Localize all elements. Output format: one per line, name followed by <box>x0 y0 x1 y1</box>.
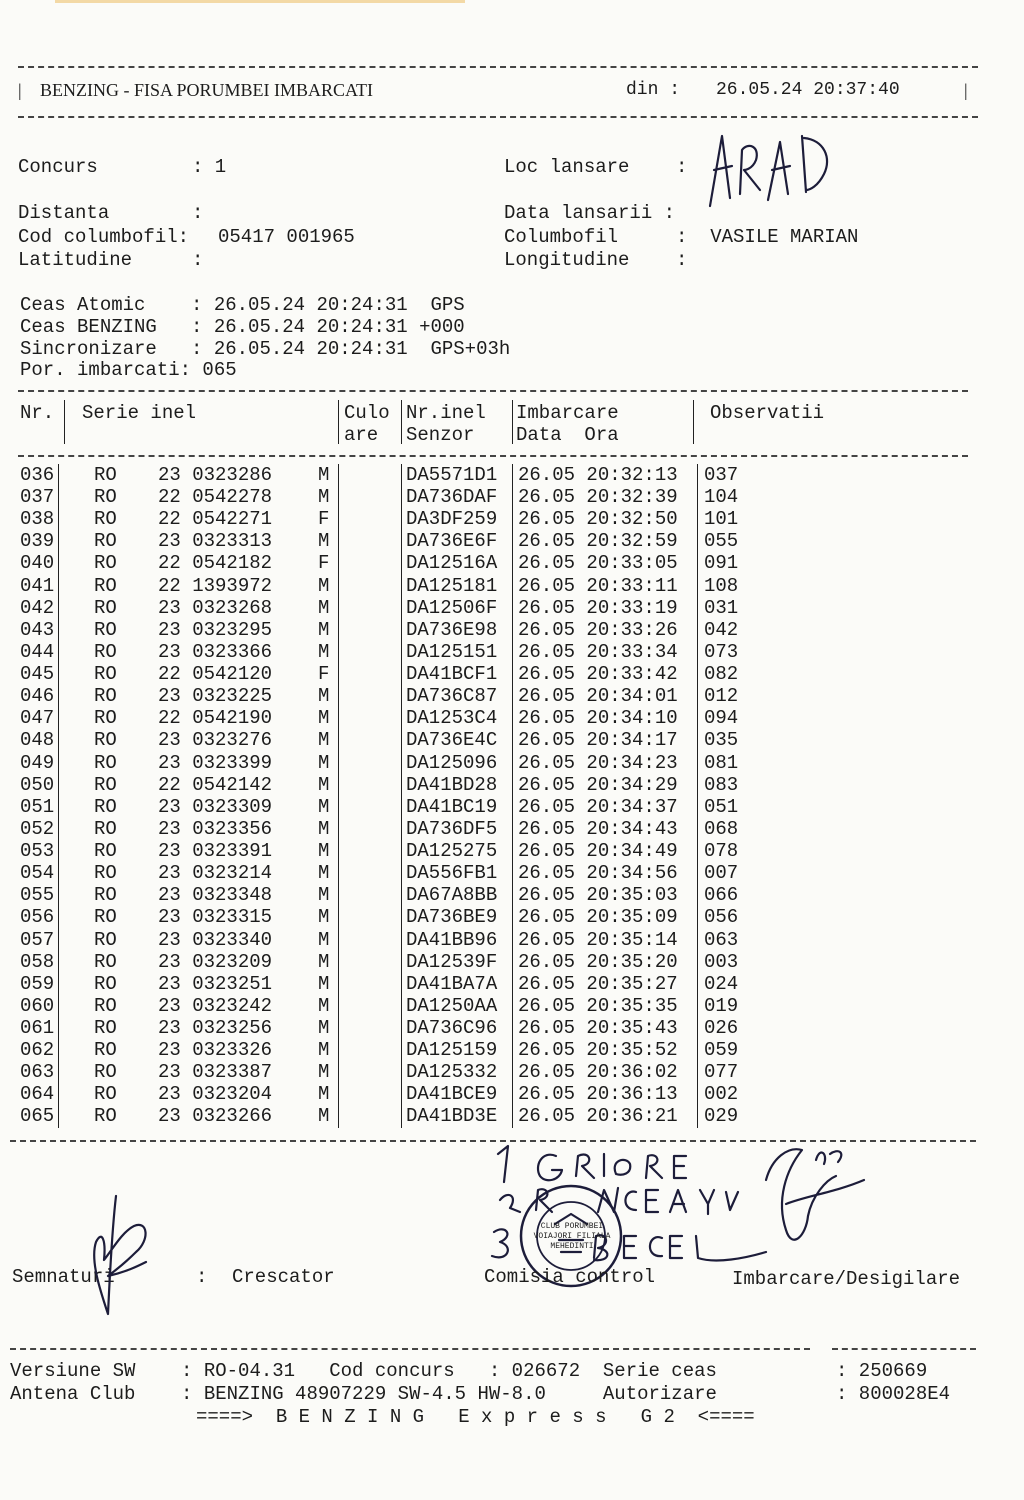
row-country: RO <box>94 972 117 995</box>
ceas-benzing: Ceas BENZING : 26.05.24 20:24:31 +000 <box>20 316 465 338</box>
divider <box>10 1348 810 1350</box>
row-sensor-id: DA736E6F <box>406 530 498 553</box>
row-nr: 036 <box>20 464 55 486</box>
row-sex: M <box>318 817 330 840</box>
header-col-rule <box>64 400 65 444</box>
row-observatii: 055 <box>704 530 739 553</box>
body-col-rule <box>697 464 698 1128</box>
row-nr: 039 <box>20 530 55 553</box>
row-imbarcare-datetime: 26.05 20:34:10 <box>518 707 678 730</box>
crescator-label: Crescator <box>232 1266 335 1288</box>
col-header-are: are <box>344 424 379 446</box>
row-sensor-id: DA125096 <box>406 751 498 774</box>
row-country: RO <box>94 884 117 907</box>
row-nr: 044 <box>20 640 55 663</box>
row-imbarcare-datetime: 26.05 20:35:35 <box>518 994 678 1017</box>
ceas-atomic: Ceas Atomic : 26.05.24 20:24:31 GPS <box>20 294 465 316</box>
row-nr: 048 <box>20 729 55 752</box>
row-imbarcare-datetime: 26.05 20:35:09 <box>518 906 678 929</box>
row-imbarcare-datetime: 26.05 20:32:13 <box>518 464 678 486</box>
row-country: RO <box>94 707 117 730</box>
serie-ceas-value: : 250669 <box>836 1360 928 1382</box>
row-ring-serial: 22 0542142 <box>158 773 273 796</box>
row-country: RO <box>94 1039 117 1062</box>
row-observatii: 007 <box>704 862 739 885</box>
row-imbarcare-datetime: 26.05 20:35:52 <box>518 1039 678 1062</box>
divider <box>18 455 968 457</box>
row-sensor-id: DA1250AA <box>406 994 498 1017</box>
row-sensor-id: DA736E98 <box>406 618 498 641</box>
row-nr: 055 <box>20 884 55 907</box>
row-observatii: 094 <box>704 707 739 730</box>
row-nr: 051 <box>20 795 55 818</box>
row-country: RO <box>94 840 117 863</box>
loc-lansare-handwritten <box>702 128 842 210</box>
body-col-rule <box>401 464 402 1128</box>
header-col-rule <box>512 400 513 444</box>
row-ring-serial: 23 0323399 <box>158 751 273 774</box>
row-sex: F <box>318 552 330 575</box>
row-country: RO <box>94 663 117 686</box>
row-observatii: 042 <box>704 618 739 641</box>
row-observatii: 077 <box>704 1061 739 1084</box>
row-country: RO <box>94 906 117 929</box>
row-sensor-id: DA3DF259 <box>406 508 498 531</box>
row-observatii: 078 <box>704 840 739 863</box>
row-sensor-id: DA125275 <box>406 840 498 863</box>
row-ring-serial: 23 0323326 <box>158 1039 273 1062</box>
row-nr: 053 <box>20 840 55 863</box>
row-observatii: 082 <box>704 663 739 686</box>
row-imbarcare-datetime: 26.05 20:32:50 <box>518 508 678 531</box>
row-nr: 065 <box>20 1105 55 1128</box>
row-ring-serial: 23 0323276 <box>158 729 273 752</box>
row-country: RO <box>94 795 117 818</box>
row-ring-serial: 23 0323313 <box>158 530 273 553</box>
row-nr: 064 <box>20 1083 55 1106</box>
row-sex: M <box>318 1083 330 1106</box>
date-label: din : <box>626 80 681 100</box>
row-observatii: 059 <box>704 1039 739 1062</box>
body-col-rule <box>58 464 59 1128</box>
row-imbarcare-datetime: 26.05 20:34:43 <box>518 817 678 840</box>
row-observatii: 063 <box>704 928 739 951</box>
row-country: RO <box>94 508 117 531</box>
row-nr: 057 <box>20 928 55 951</box>
row-nr: 054 <box>20 862 55 885</box>
row-sex: M <box>318 486 330 509</box>
row-imbarcare-datetime: 26.05 20:33:26 <box>518 618 678 641</box>
row-observatii: 104 <box>704 486 739 509</box>
row-ring-serial: 23 0323209 <box>158 950 273 973</box>
benzing-express-banner: ====> B E N Z I N G E x p r e s s G 2 <==== <box>196 1406 755 1428</box>
row-country: RO <box>94 751 117 774</box>
row-sex: M <box>318 1061 330 1084</box>
row-ring-serial: 22 0542120 <box>158 663 273 686</box>
row-ring-serial: 23 0323315 <box>158 906 273 929</box>
row-sex: M <box>318 1105 330 1128</box>
row-sensor-id: DA736BE9 <box>406 906 498 929</box>
row-observatii: 108 <box>704 574 739 597</box>
header-col-rule <box>693 400 694 444</box>
row-sensor-id: DA125151 <box>406 640 498 663</box>
row-country: RO <box>94 552 117 575</box>
row-nr: 038 <box>20 508 55 531</box>
row-sex: F <box>318 508 330 531</box>
row-sex: M <box>318 884 330 907</box>
divider <box>18 390 968 392</box>
row-sex: M <box>318 840 330 863</box>
row-sensor-id: DA736DF5 <box>406 817 498 840</box>
row-imbarcare-datetime: 26.05 20:34:17 <box>518 729 678 752</box>
row-imbarcare-datetime: 26.05 20:34:01 <box>518 685 678 708</box>
header-col-rule <box>401 400 402 444</box>
row-country: RO <box>94 685 117 708</box>
versiune-sw-line: Versiune SW : RO-04.31 Cod concurs : 026672 Serie ceas <box>10 1360 717 1382</box>
row-sex: M <box>318 464 330 486</box>
divider <box>18 116 978 118</box>
row-imbarcare-datetime: 26.05 20:32:39 <box>518 486 678 509</box>
row-sensor-id: DA41BA7A <box>406 972 498 995</box>
col-header-senzor: Senzor <box>406 424 475 446</box>
row-sex: M <box>318 928 330 951</box>
row-sensor-id: DA12506F <box>406 596 498 619</box>
row-sex: M <box>318 795 330 818</box>
loc-lansare-colon: : <box>676 156 688 178</box>
row-ring-serial: 22 0542190 <box>158 707 273 730</box>
row-sensor-id: DA41BCF1 <box>406 663 498 686</box>
row-ring-serial: 23 0323340 <box>158 928 273 951</box>
row-imbarcare-datetime: 26.05 20:33:42 <box>518 663 678 686</box>
row-country: RO <box>94 618 117 641</box>
distanta-label: Distanta <box>18 202 110 224</box>
row-observatii: 019 <box>704 994 739 1017</box>
row-sensor-id: DA41BD3E <box>406 1105 498 1128</box>
row-ring-serial: 23 0323268 <box>158 596 273 619</box>
row-sensor-id: DA1253C4 <box>406 707 498 730</box>
print-date: 26.05.24 20:37:40 <box>716 80 900 100</box>
row-imbarcare-datetime: 26.05 20:35:14 <box>518 928 678 951</box>
row-ring-serial: 22 0542278 <box>158 486 273 509</box>
row-country: RO <box>94 1083 117 1106</box>
col-header-serie: Serie inel <box>82 402 197 424</box>
row-country: RO <box>94 862 117 885</box>
sincronizare: Sincronizare : 26.05.24 20:24:31 GPS+03h <box>20 338 511 360</box>
row-imbarcare-datetime: 26.05 20:33:05 <box>518 552 678 575</box>
row-ring-serial: 22 0542182 <box>158 552 273 575</box>
col-header-observatii: Observatii <box>710 402 825 424</box>
row-ring-serial: 23 0323286 <box>158 464 273 486</box>
col-header-nrinel: Nr.inel <box>406 402 486 424</box>
breeder-signature <box>86 1190 156 1320</box>
col-header-nr: Nr. <box>20 402 55 424</box>
row-nr: 042 <box>20 596 55 619</box>
row-sensor-id: DA41BB96 <box>406 928 498 951</box>
row-sex: M <box>318 729 330 752</box>
row-observatii: 051 <box>704 795 739 818</box>
concurs-label: Concurs <box>18 156 98 178</box>
row-imbarcare-datetime: 26.05 20:34:23 <box>518 751 678 774</box>
row-observatii: 083 <box>704 773 739 796</box>
row-imbarcare-datetime: 26.05 20:35:20 <box>518 950 678 973</box>
longitudine-label: Longitudine <box>504 249 630 271</box>
body-col-rule <box>338 464 339 1128</box>
row-nr: 045 <box>20 663 55 686</box>
row-nr: 058 <box>20 950 55 973</box>
row-observatii: 029 <box>704 1105 739 1128</box>
body-col-rule <box>512 464 513 1128</box>
row-ring-serial: 23 0323266 <box>158 1105 273 1128</box>
row-observatii: 081 <box>704 751 739 774</box>
row-sensor-id: DA41BCE9 <box>406 1083 498 1106</box>
row-country: RO <box>94 596 117 619</box>
row-sex: M <box>318 685 330 708</box>
header-right-bar: | <box>964 80 968 100</box>
antena-club-line: Antena Club : BENZING 48907229 SW-4.5 HW-8.0 Autorizare <box>10 1383 717 1405</box>
row-sensor-id: DA125181 <box>406 574 498 597</box>
row-imbarcare-datetime: 26.05 20:34:49 <box>518 840 678 863</box>
row-sex: M <box>318 994 330 1017</box>
row-sex: M <box>318 574 330 597</box>
distanta-value: : <box>192 202 204 224</box>
loc-lansare-label: Loc lansare <box>504 156 630 178</box>
row-ring-serial: 23 0323204 <box>158 1083 273 1106</box>
row-country: RO <box>94 464 117 486</box>
row-nr: 040 <box>20 552 55 575</box>
row-observatii: 035 <box>704 729 739 752</box>
data-lansarii-label: Data lansarii : <box>504 202 676 224</box>
row-country: RO <box>94 574 117 597</box>
row-country: RO <box>94 994 117 1017</box>
latitudine-label: Latitudine <box>18 249 133 271</box>
row-observatii: 066 <box>704 884 739 907</box>
signature-colon: : <box>196 1266 208 1288</box>
row-observatii: 073 <box>704 640 739 663</box>
row-nr: 050 <box>20 773 55 796</box>
row-sensor-id: DA736C87 <box>406 685 498 708</box>
row-ring-serial: 23 0323309 <box>158 795 273 818</box>
row-ring-serial: 23 0323391 <box>158 840 273 863</box>
row-country: RO <box>94 928 117 951</box>
row-sex: F <box>318 663 330 686</box>
row-nr: 063 <box>20 1061 55 1084</box>
row-imbarcare-datetime: 26.05 20:33:34 <box>518 640 678 663</box>
row-imbarcare-datetime: 26.05 20:33:11 <box>518 574 678 597</box>
row-nr: 043 <box>20 618 55 641</box>
row-country: RO <box>94 773 117 796</box>
row-nr: 061 <box>20 1017 55 1039</box>
row-observatii: 056 <box>704 906 739 929</box>
header-col-rule <box>338 400 339 444</box>
row-country: RO <box>94 1105 117 1128</box>
row-nr: 041 <box>20 574 55 597</box>
row-country: RO <box>94 640 117 663</box>
divider <box>18 66 978 68</box>
row-nr: 046 <box>20 685 55 708</box>
row-country: RO <box>94 530 117 553</box>
row-sensor-id: DA125332 <box>406 1061 498 1084</box>
row-sensor-id: DA67A8BB <box>406 884 498 907</box>
row-observatii: 012 <box>704 685 739 708</box>
row-sensor-id: DA12539F <box>406 950 498 973</box>
columbofil-label: Columbofil <box>504 226 619 248</box>
row-ring-serial: 23 0323356 <box>158 817 273 840</box>
row-sensor-id: DA41BD28 <box>406 773 498 796</box>
row-sensor-id: DA5571D1 <box>406 464 498 486</box>
row-imbarcare-datetime: 26.05 20:34:29 <box>518 773 678 796</box>
row-imbarcare-datetime: 26.05 20:36:13 <box>518 1083 678 1106</box>
row-imbarcare-datetime: 26.05 20:35:27 <box>518 972 678 995</box>
row-sex: M <box>318 972 330 995</box>
row-observatii: 091 <box>704 552 739 575</box>
row-country: RO <box>94 1061 117 1084</box>
row-imbarcare-datetime: 26.05 20:33:19 <box>518 596 678 619</box>
row-observatii: 068 <box>704 817 739 840</box>
row-sex: M <box>318 530 330 553</box>
row-sensor-id: DA736E4C <box>406 729 498 752</box>
row-sensor-id: DA556FB1 <box>406 862 498 885</box>
semnaturi-label: Semnaturi <box>12 1266 115 1288</box>
row-imbarcare-datetime: 26.05 20:35:43 <box>518 1017 678 1039</box>
row-sex: M <box>318 773 330 796</box>
cod-columbofil-label: Cod columbofil: <box>18 226 190 248</box>
col-header-data-ora: Data Ora <box>516 424 619 446</box>
row-ring-serial: 23 0323256 <box>158 1017 273 1039</box>
row-imbarcare-datetime: 26.05 20:32:59 <box>518 530 678 553</box>
row-observatii: 031 <box>704 596 739 619</box>
row-nr: 056 <box>20 906 55 929</box>
row-imbarcare-datetime: 26.05 20:36:21 <box>518 1105 678 1128</box>
comisia-control-label: Comisia control <box>484 1266 656 1288</box>
autorizare-value: : 800028E4 <box>836 1383 951 1405</box>
row-nr: 062 <box>20 1039 55 1062</box>
imbarcare-desigilare-label: Imbarcare/Desigilare <box>732 1268 961 1290</box>
row-sex: M <box>318 1017 330 1039</box>
row-nr: 060 <box>20 994 55 1017</box>
row-sex: M <box>318 596 330 619</box>
row-sex: M <box>318 751 330 774</box>
col-header-culo: Culo <box>344 402 390 424</box>
row-sex: M <box>318 1039 330 1062</box>
row-sex: M <box>318 906 330 929</box>
row-sex: M <box>318 862 330 885</box>
row-observatii: 002 <box>704 1083 739 1106</box>
row-observatii: 003 <box>704 950 739 973</box>
row-ring-serial: 23 0323366 <box>158 640 273 663</box>
longitudine-value: : <box>676 249 688 271</box>
row-ring-serial: 23 0323295 <box>158 618 273 641</box>
row-imbarcare-datetime: 26.05 20:34:56 <box>518 862 678 885</box>
row-nr: 047 <box>20 707 55 730</box>
cod-columbofil-value: 05417 001965 <box>218 226 355 248</box>
row-ring-serial: 23 0323242 <box>158 994 273 1017</box>
row-ring-serial: 22 0542271 <box>158 508 273 531</box>
row-nr: 052 <box>20 817 55 840</box>
col-header-imbarcare: Imbarcare <box>516 402 619 424</box>
row-observatii: 024 <box>704 972 739 995</box>
row-country: RO <box>94 817 117 840</box>
row-sex: M <box>318 618 330 641</box>
row-sensor-id: DA736DAF <box>406 486 498 509</box>
concurs-value: : 1 <box>192 156 227 178</box>
row-observatii: 037 <box>704 464 739 486</box>
row-country: RO <box>94 486 117 509</box>
row-nr: 037 <box>20 486 55 509</box>
row-observatii: 101 <box>704 508 739 531</box>
row-ring-serial: 23 0323214 <box>158 862 273 885</box>
row-imbarcare-datetime: 26.05 20:35:03 <box>518 884 678 907</box>
row-imbarcare-datetime: 26.05 20:34:37 <box>518 795 678 818</box>
document-title: BENZING - FISA PORUMBEI IMBARCATI <box>40 80 374 100</box>
paper-edge-strip <box>55 0 465 3</box>
row-nr: 049 <box>20 751 55 774</box>
latitudine-value: : <box>192 249 204 271</box>
row-country: RO <box>94 1017 117 1039</box>
row-ring-serial: 23 0323387 <box>158 1061 273 1084</box>
row-observatii: 026 <box>704 1017 739 1039</box>
row-ring-serial: 23 0323251 <box>158 972 273 995</box>
row-sex: M <box>318 640 330 663</box>
row-country: RO <box>94 729 117 752</box>
row-sensor-id: DA41BC19 <box>406 795 498 818</box>
row-imbarcare-datetime: 26.05 20:36:02 <box>518 1061 678 1084</box>
row-country: RO <box>94 950 117 973</box>
columbofil-value: : VASILE MARIAN <box>676 226 859 248</box>
row-nr: 059 <box>20 972 55 995</box>
row-sex: M <box>318 707 330 730</box>
porumbei-imbarcati: Por. imbarcati: 065 <box>20 359 237 381</box>
row-sex: M <box>318 950 330 973</box>
row-sensor-id: DA12516A <box>406 552 498 575</box>
stamp-text: CLUB PORUMBEI VOIAJORI FILIALA MEHEDINTI <box>533 1222 611 1251</box>
row-sensor-id: DA736C96 <box>406 1017 498 1039</box>
row-ring-serial: 22 1393972 <box>158 574 273 597</box>
row-ring-serial: 23 0323225 <box>158 685 273 708</box>
row-ring-serial: 23 0323348 <box>158 884 273 907</box>
row-sensor-id: DA125159 <box>406 1039 498 1062</box>
divider <box>832 1348 976 1350</box>
header-left-bar: | <box>18 80 22 100</box>
